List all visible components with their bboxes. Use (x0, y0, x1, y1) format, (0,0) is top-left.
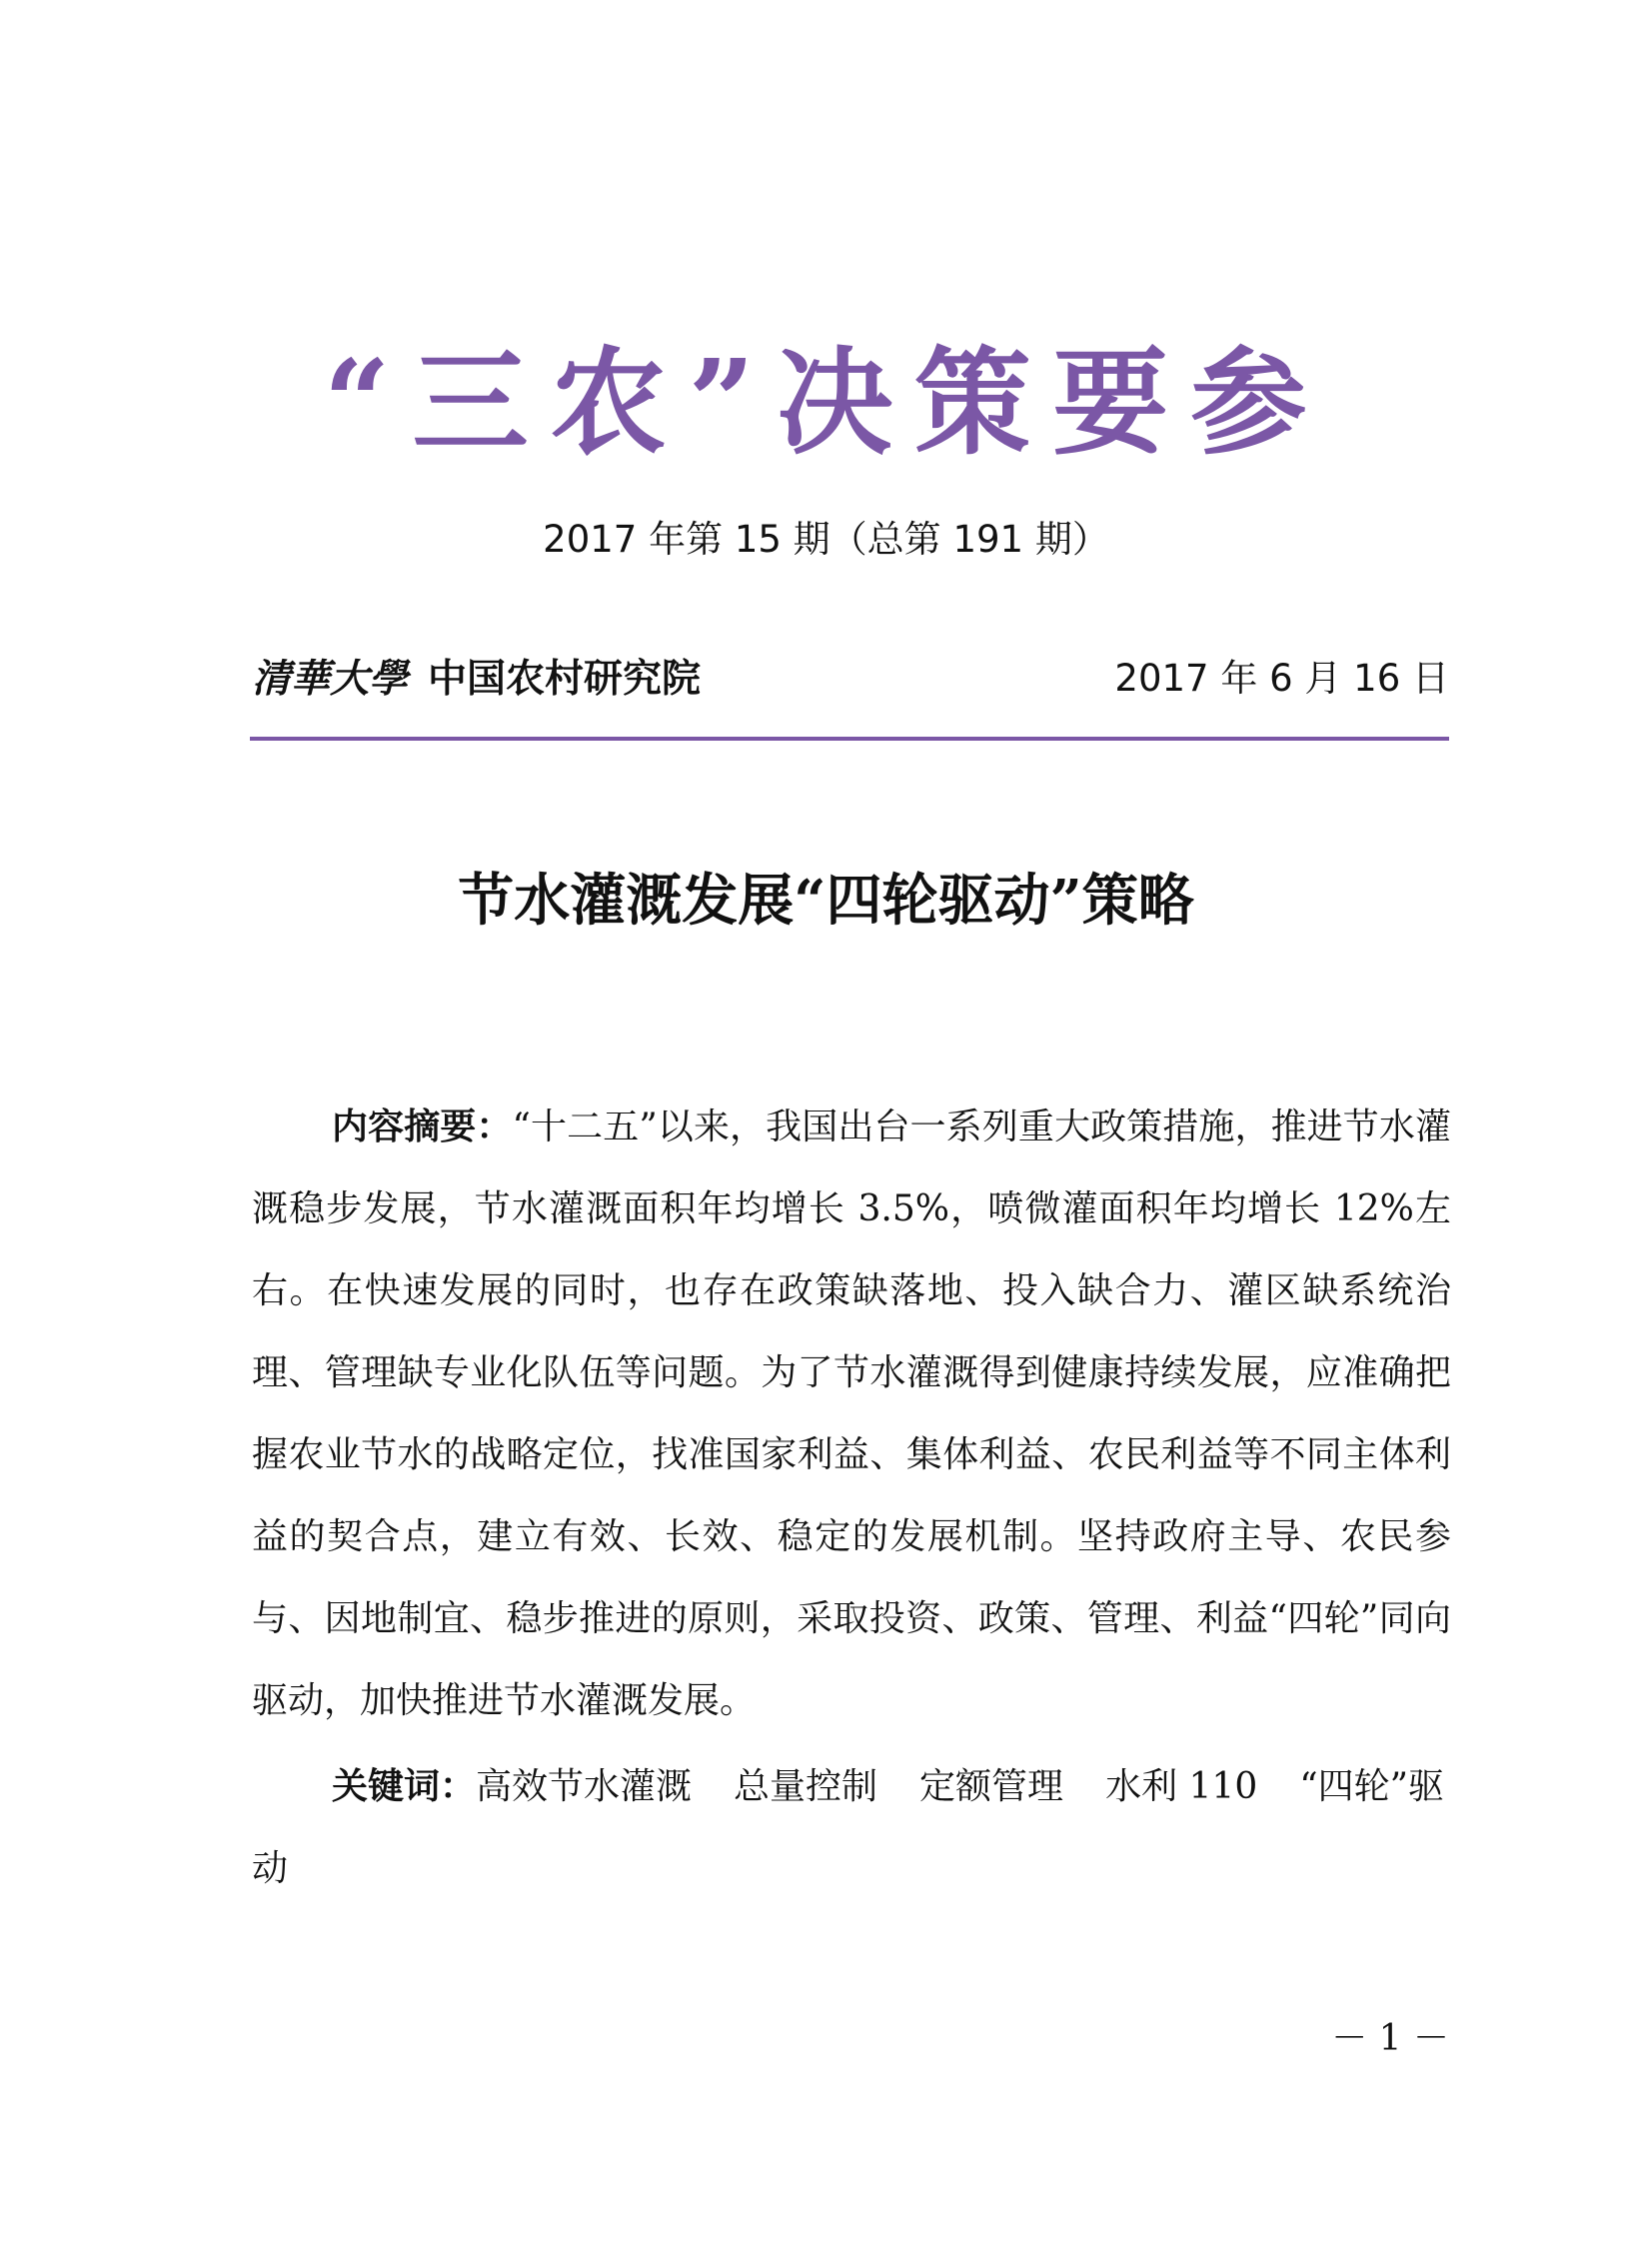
page-number: － 1 － (1331, 2018, 1449, 2059)
masthead-title: “三农”决策要参 (323, 335, 1329, 471)
university-logo-text: 清華大學 (252, 656, 409, 702)
keyword: 高效节水灌溉 (476, 1766, 693, 1807)
keyword: 总量控制 (734, 1766, 878, 1807)
keyword: “四轮”驱动 (252, 1766, 1445, 1889)
article-title: 节水灌溉发展“四轮驱动”策略 (458, 868, 1194, 934)
keyword: 定额管理 (919, 1766, 1064, 1807)
header-divider (250, 737, 1449, 741)
abstract-text: “十二五”以来，我国出台一系列重大政策措施，推进节水灌溉稳步发展，节水灌溉面积年均增长 3.5%，喷微灌面积年均增长 12%左右。在快速发展的同时，也存在政策缺落地、投入缺合力、灌区缺系统治理、管理缺专业化队伍等问题。为了节水灌溉得到健康持续发展，应准确把握农业节水的战略定位，找准国家利益、集体利益、农民利益等不同主体利益的契合点，建立有效、长效、稳定的发展机制。坚持政府主导、农民参与、因地制宜、稳步推进的原则，采取投资、政策、管理、利益“四轮”同向驱动，加快推进节水灌溉发展。 (252, 1107, 1451, 1721)
issue-number: 2017 年第 15 期（总第 191 期） (543, 518, 1109, 561)
publish-date: 2017 年 6 月 16 日 (1114, 657, 1449, 700)
abstract-paragraph (252, 1087, 1451, 1742)
publisher (252, 656, 702, 702)
keywords-paragraph (252, 1746, 1451, 1910)
keyword: 水利 110 (1105, 1766, 1258, 1807)
keywords-label: 关键词： (332, 1766, 477, 1807)
institute-name: 中国农村研究院 (428, 656, 702, 702)
abstract-label: 内容摘要： (332, 1107, 513, 1147)
